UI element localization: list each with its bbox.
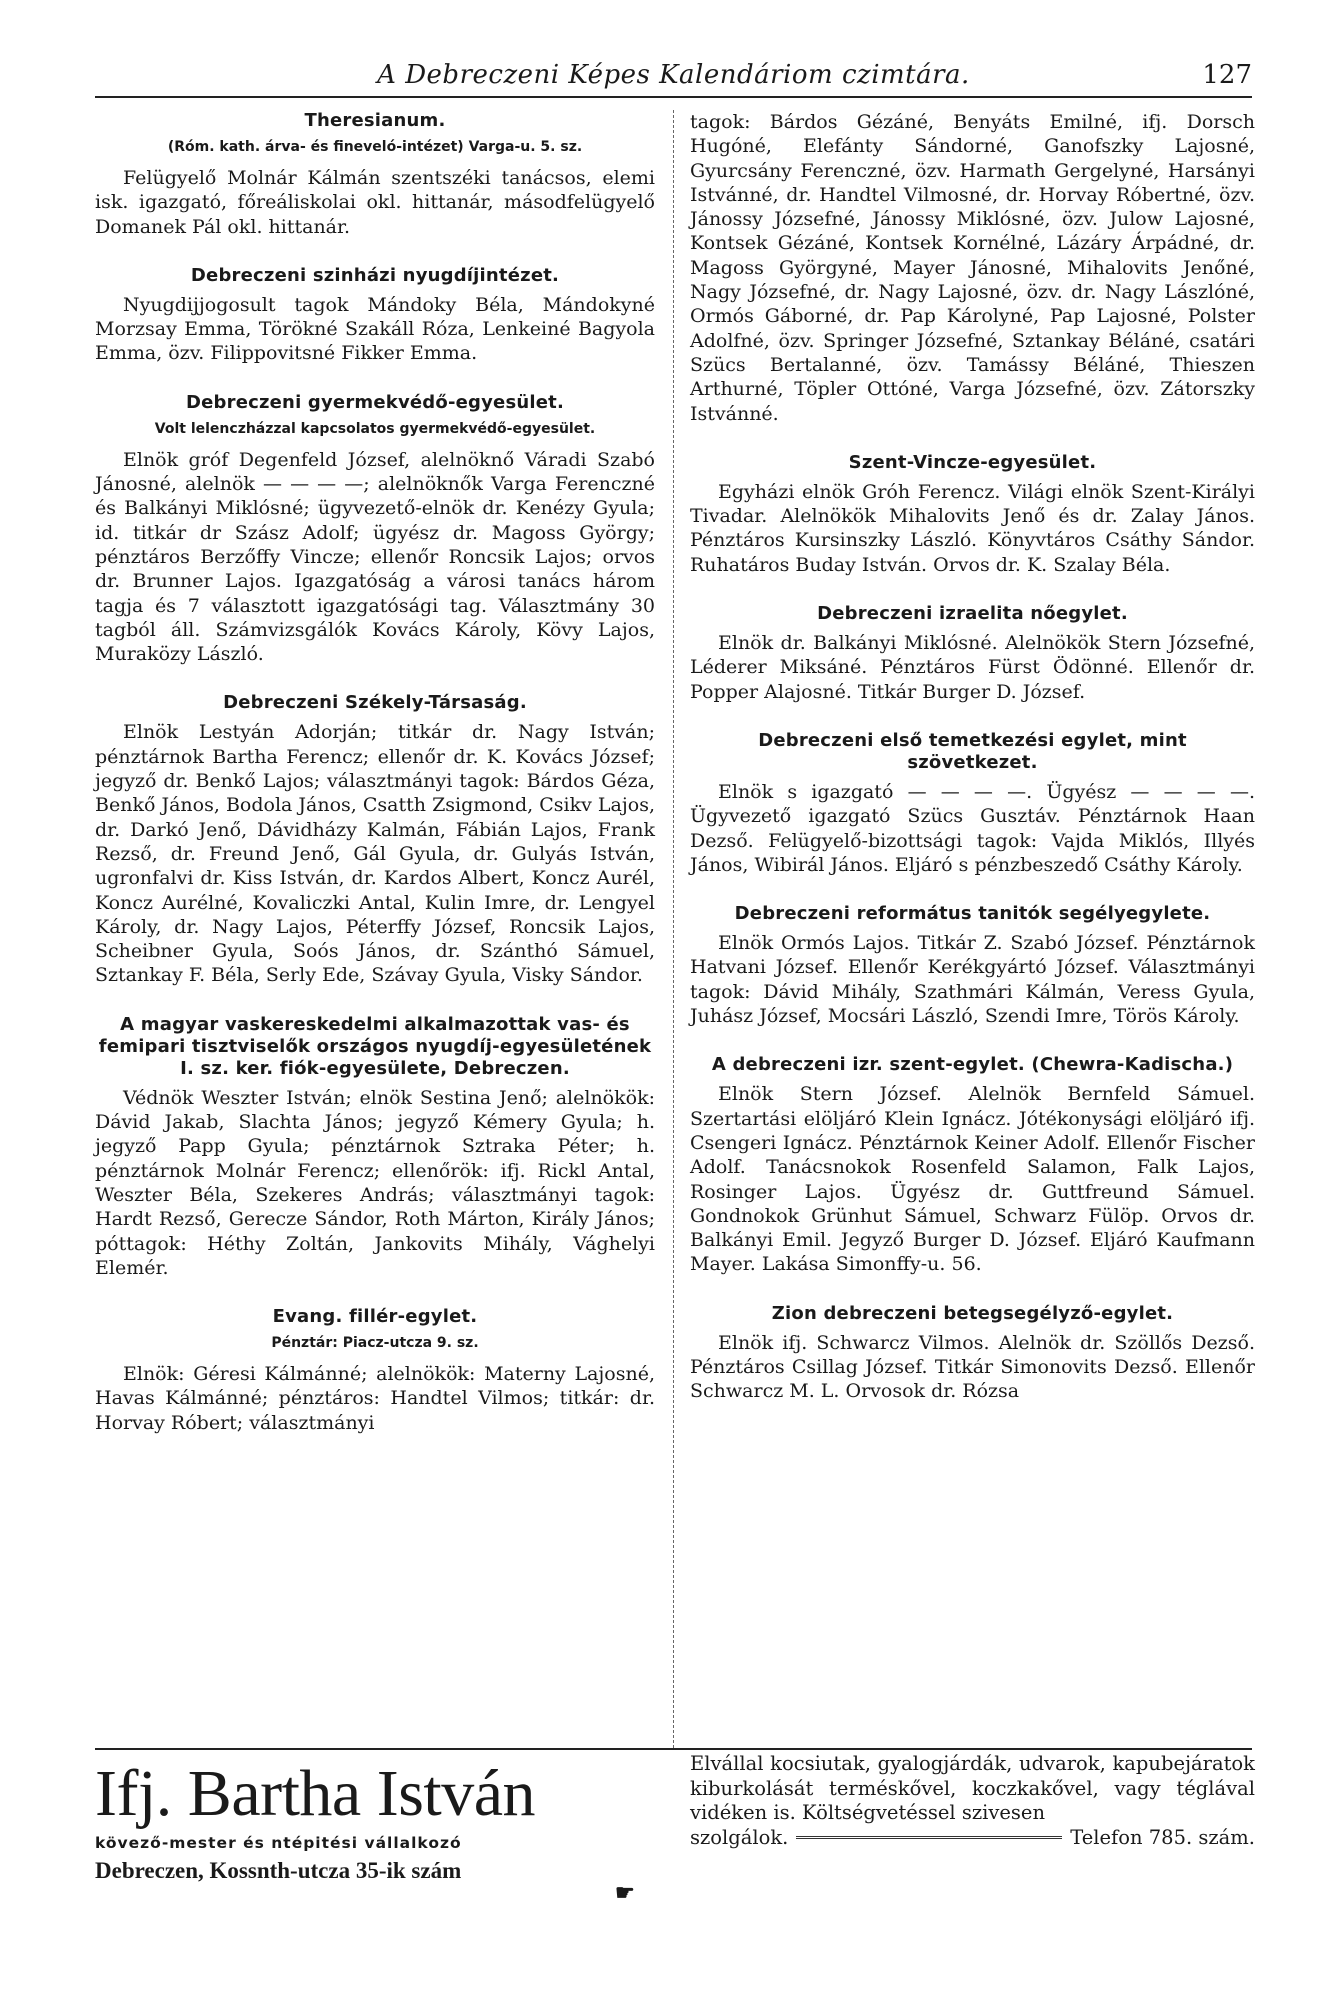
section-title: Szent-Vincze-egyesület. [848,451,1097,473]
section-filler [95,1306,655,1435]
section-continuation [690,110,1255,426]
section-reformatus [690,903,1255,1028]
page-number: 127 [1202,60,1252,90]
section-body: Elnök s igazgató — — — —. Ügyész — — — —. Ügyvezető igazgató Szücs Gusztáv. Pénztárnok Haan Dezső. Felügyelő-bizottsági tagok: Vajda Miklós, Illyés János, Wibirál János. Eljáró s pénzbeszedő Csáthy Károly. [690,780,1255,876]
section-title: Debreczeni szinházi nyugdíjintézet. [190,264,560,286]
section-chewra [690,1054,1255,1276]
section-izraelita [690,603,1255,704]
section-body: Elnök Ormós Lajos. Titkár Z. Szabó József. Pénztárnok Hatvani József. Ellenőr Kerékgyártó József. Választmányi tagok: Dávid Mihály, Szathmári Kálmán, Veress Gyula, Juhász József, Mocsári László, Szendi Imre, Törös Károly. [690,932,1255,1028]
section-title: A debreczeni izr. szent-egylet. (Chewra-Kadischa.) [711,1054,1234,1076]
advertiser-name: Ifj. Bartha István [95,1757,536,1830]
advertisement-text: Elvállal kocsiutak, gyalogjárdák, udvarok, kapubejáratok kiburkolását terméskővel, koczkakővel, vagy téglával vidéken is. Költségvetéssel szivesen [690,1752,1255,1824]
section-body: Elnök Lestyán Adorján; titkár dr. Nagy István; pénztárnok Bartha Ferencz; ellenőr dr. K. Kovács József; jegyző dr. Benkő Lajos; választmányi tagok: Bárdos Géza, Benkő János, Bodola János, Csatth Zsigmond, Csikv Lajos, dr. Darkó Jenő, Dávidházy Kalmán, Fábián Lajos, Frank Rezső, dr. Freund Jenő, Gál Gyula, dr. Gulyás István, ugronfalvi dr. Kiss István, dr. Kardos Albert, Koncz Aurél, Koncz Aurélné, Kovaliczki Antal, Kulin Imre, dr. Lengyel Károly, dr. Nagy Lajos, Péterffy József, Roncsik Lajos, Scheibner Gyula, Soós János, dr. Szánthó Sámuel, Sztankay F. Béla, Serly Ede, Szávay Gyula, Visky Sándor. [95,721,655,987]
section-body: Elnök gróf Degenfeld József, alelnöknő Váradi Szabó Jánosné, alelnök — — — —; alelnöknők Varga Ferenczné és Balkányi Miklósné; ügyvezető-elnök dr. Kenézy Gyula; id. titkár dr Szász Adolf; ügyész dr. Magoss György; pénztáros Berzőffy Vincze; ellenőr Roncsik Lajos; orvos dr. Brunner Lajos. Igazgatóság a városi tanács három tagja és 7 választott igazgatósági tag. Választmány 30 tagból áll. Számvizsgálók Kovács Károly, Kövy Lajos, Muraközy László. [95,448,655,666]
advertisement-phone-line [690,1826,1255,1851]
section-body: Nyugdijjogosult tagok Mándoky Béla, Mándokyné Morzsay Emma, Törökné Szakáll Róza, Lenkeiné Bagyola Emma, özv. Filippovitsné Fikker Emma. [95,293,655,365]
section-body: Egyházi elnök Gróh Ferencz. Világi elnök Szent-Királyi Tivadar. Alelnökök Mihalovits Jenő és dr. Zalay János. Pénztáros Kursinszky László. Könyvtáros Csáthy Sándor. Ruhatáros Buday István. Orvos dr. K. Szalay Béla. [690,480,1255,576]
section-title: Evang. fillér-egylet. [272,1306,478,1328]
advertiser-trade: kövező-mester és ntépitési vállalkozó [95,1834,462,1852]
section-body: Védnök Weszter István; elnök Sestina Jenő; alelnökök: Dávid Jakab, Slachta János; jegyző Kémery Gyula; h. jegyző Papp Gyula; pénztárnok Sztraka Péter; h. pénztárnok Molnár Ferencz; ellenőrök: ifj. Rickl Antal, Weszter Béla, Szekeres András; választmányi tagok: Hardt Rezső, Gerecze Sándor, Roth Márton, Király János; póttagok: Héthy Zoltán, Jankovits Mihály, Vághelyi Elemér. [95,1086,655,1279]
advertisement-text-block [690,1752,1255,1850]
section-szekely [95,692,655,987]
advertiser-address: Debreczen, Kossnth-utcza 35-ik szám [95,1858,462,1883]
header-rule [95,96,1252,98]
section-title: Debreczeni Székely-Társaság. [223,692,527,714]
left-column [95,110,655,1461]
section-title: Debreczeni első temetkezési egylet, mint szövetkezet. [758,729,1187,773]
page-header [95,56,1252,96]
section-szinhazi [95,265,655,366]
advertisement-rule [95,1748,1252,1750]
section-theresianum [95,110,655,239]
section-gyermekvedo [95,392,655,667]
advertisement-closing: szolgálok. [690,1825,789,1849]
section-subtitle: Pénztár: Piacz-utcza 9. sz. [271,1335,479,1352]
running-title: A Debreczeni Képes Kalendáriom czimtára. [377,60,970,90]
section-zion [690,1303,1255,1404]
section-title: Debreczeni gyermekvédő-egyesület. [185,391,564,413]
leader-rule [796,1836,1062,1839]
section-body: Elnök ifj. Schwarcz Vilmos. Alelnök dr. Szöllős Dezső. Pénztáros Csillag József. Titkár Simonovits Dezső. Ellenőr Schwarcz M. L. Orvosok dr. Rózsa [690,1331,1255,1403]
section-body: Elnök Stern József. Alelnök Bernfeld Sámuel. Szertartási elöljáró Klein Ignácz. Jótékonysági elöljáró ifj. Csengeri Ignácz. Pénztárnok Keiner Adolf. Ellenőr Fischer Adolf. Tanácsnokok Rosenfeld Salamon, Falk Lajos, Rosinger Lajos. Ügyész dr. Guttfreund Sámuel. Gondnokok Grünhut Sámuel, Schwarz Fülöp. Orvos dr. Balkányi Emil. Jegyző Burger D. József. Eljáró Kaufmann Mayer. Lakása Simonffy-u. 56. [690,1083,1255,1276]
section-title: Theresianum. [304,110,446,131]
section-subtitle: (Róm. kath. árva- és fineveló-intézet) Varga-u. 5. sz. [167,139,583,155]
section-body: Elnök: Géresi Kálmánné; alelnökök: Materny Lajosné, Havas Kálmánné; pénztáros: Handtel Vilmos; titkár: dr. Horvay Róbert; választmányi [95,1363,655,1434]
section-title: Debreczeni református tanitók segélyegylete. [734,903,1211,925]
section-title: A magyar vaskereskedelmi alkalmazottak vas- és femipari tisztviselők országos nyugdíj-egyesületének I. sz. ker. fiók-egyesülete, Debreczen. [98,1013,652,1079]
section-title: Debreczeni izraelita nőegylet. [817,603,1128,625]
section-title: Zion debreczeni betegsegélyző-egylet. [771,1302,1174,1324]
advertisement-name-block [95,1758,655,1908]
column-divider [673,110,674,1748]
section-szentvincze [690,452,1255,577]
section-temetkezesi [690,730,1255,877]
section-vaskereskedelmi [95,1014,655,1280]
advertisement-phone: Telefon 785. szám. [1070,1825,1255,1849]
right-column [690,110,1255,1430]
section-body: Felügyelő Molnár Kálmán szentszéki tanácsos, elemi isk. igazgató, főreáliskolai okl. hittanár, másodfelügyelő Domanek Pál okl. hittanár. [95,167,655,238]
section-body: tagok: Bárdos Gézáné, Benyáts Emilné, ifj. Dorsch Hugóné, Elefánty Sándorné, Ganofszky Lajosné, Gyurcsány Ferenczné, özv. Harmath Gergelyné, Harsányi Istvánné, dr. Handtel Vilmosné, dr. Horvay Róbertné, özv. Jánossy Józsefné, Jánossy Miklósné, özv. Julow Lajosné, Kontsek Gézáné, Kontsek Kornélné, Lázáry Árpádné, dr. Magoss Györgyné, Mayer Jánosné, Mihalovits Jenőné, Nagy Józsefné, dr. Nagy Lajosné, özv. dr. Nagy Lászlóné, Ormós Gáborné, dr. Pap Károlyné, Pap Lajosné, Polster Adolfné, özv. Springer Józsefné, Sztankay Béláné, csatári Szücs Bertalanné, özv. Tamássy Béláné, Thieszen Arthurné, Töpler Ottóné, Varga Józsefné, özv. Zátorszky Istvánné. [690,111,1255,425]
section-subtitle: Volt lelenczházzal kapcsolatos gyermekvédő-egyesület. [154,420,596,437]
pointing-hand-icon: ☛ [615,1880,635,1906]
section-body: Elnök dr. Balkányi Miklósné. Alelnökök Stern Józsefné, Léderer Miksáné. Pénztáros Fürst Ödönné. Ellenőr dr. Popper Alajosné. Titkár Burger D. József. [690,632,1255,703]
